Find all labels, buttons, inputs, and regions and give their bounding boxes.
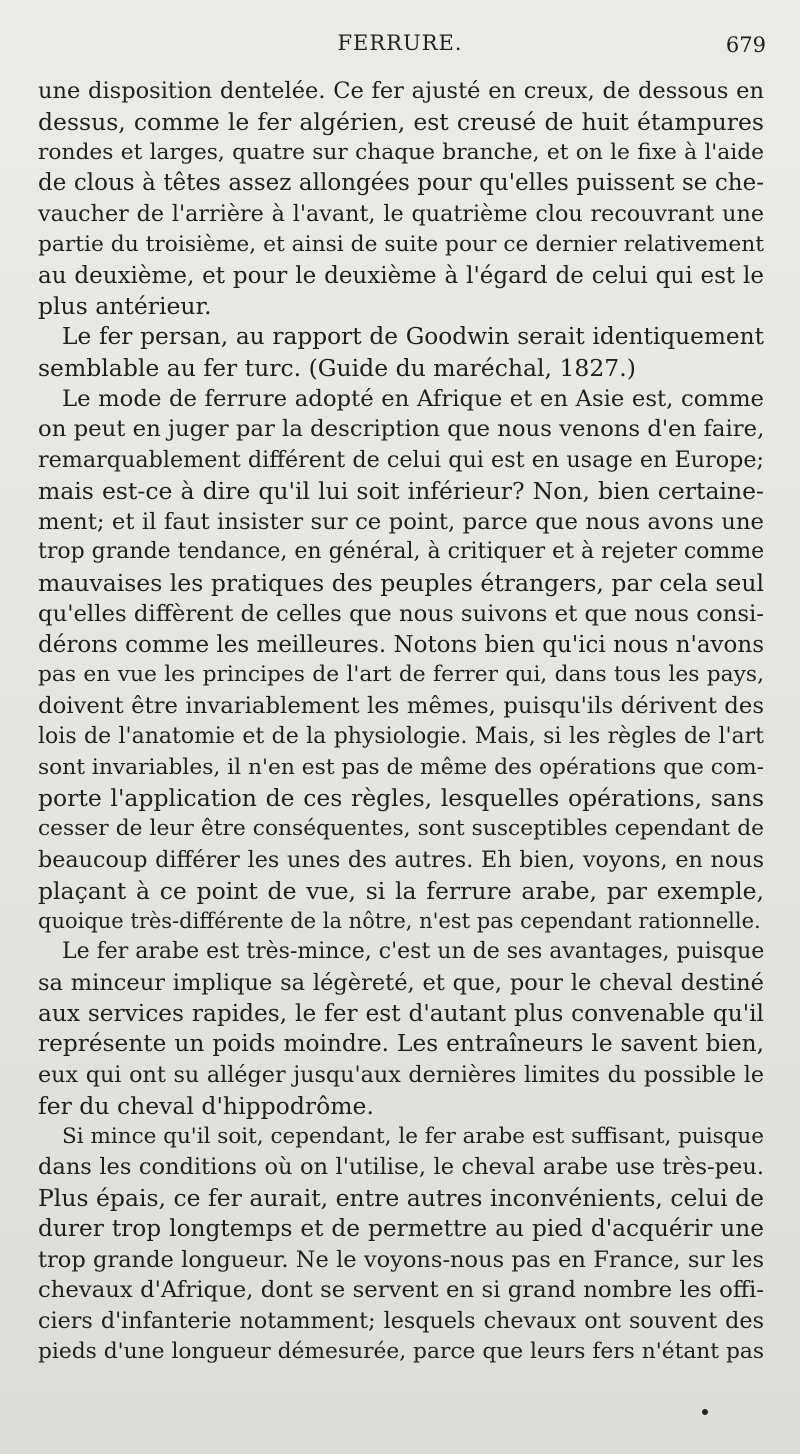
body-text: [38, 76, 764, 1368]
text-line: mauvaises les pratiques des peuples étrangers, par cela seul: [38, 569, 764, 597]
text-line: chevaux d'Afrique, dont se servent en si grand nombre les offi-: [38, 1277, 764, 1304]
text-line: beaucoup différer les unes des autres. Eh bien, voyons, en nous: [38, 846, 764, 873]
ink-spot: [702, 1409, 708, 1415]
text-line: qu'elles diffèrent de celles que nous suivons et que nous consi-: [38, 600, 764, 627]
text-line: Le mode de ferrure adopté en Afrique et en Asie est, comme: [62, 385, 764, 412]
text-line: mais est-ce à dire qu'il lui soit inférieur? Non, bien certaine-: [38, 476, 764, 505]
text-line: Le fer persan, au rapport de Goodwin serait identiquement: [62, 323, 764, 350]
text-line: vaucher de l'arrière à l'avant, le quatrième clou recouvrant une: [38, 201, 764, 227]
text-line: dans les conditions où on l'utilise, le cheval arabe use très-peu.: [38, 1154, 764, 1181]
text-line: lois de l'anatomie et de la physiologie. Mais, si les règles de l'art: [38, 723, 764, 749]
text-line: rondes et larges, quatre sur chaque branche, et on le fixe à l'aide: [38, 139, 764, 165]
text-line: trop grande longueur. Ne le voyons-nous pas en France, sur les: [38, 1246, 764, 1273]
text-line: doivent être invariablement les mêmes, puisqu'ils dérivent des: [38, 693, 764, 719]
text-line: de clous à têtes assez allongées pour qu'elles puissent se che-: [38, 170, 764, 197]
text-line: ciers d'infanterie notamment; lesquels chevaux ont souvent des: [38, 1308, 764, 1334]
text-line: au deuxième, et pour le deuxième à l'égard de celui qui est le: [38, 262, 764, 289]
text-line: Plus épais, ce fer aurait, entre autres inconvénients, celui de: [38, 1184, 765, 1212]
text-line: sont invariables, il n'en est pas de même des opérations que com-: [38, 754, 765, 780]
text-line: fer du cheval d'hippodrôme.: [38, 1091, 374, 1120]
running-header: FERRURE.: [337, 31, 463, 55]
text-line: plus antérieur.: [38, 292, 212, 321]
text-line: dérons comme les meilleures. Notons bien qu'ici nous n'avons: [38, 631, 764, 658]
text-line: dessus, comme le fer algérien, est creusé de huit étampures: [38, 107, 764, 136]
text-line: aux services rapides, le fer est d'autant plus convenable qu'il: [38, 999, 764, 1027]
text-line: eux qui ont su alléger jusqu'aux dernières limites du possible le: [38, 1062, 764, 1088]
text-line: Si mince qu'il soit, cependant, le fer arabe est suffisant, puisque: [62, 1123, 764, 1149]
text-line: sa minceur implique sa légèreté, et que, pour le cheval destiné: [38, 969, 764, 996]
text-line: pieds d'une longueur démesurée, parce que leurs fers n'étant pas: [38, 1338, 765, 1364]
text-line: ment; et il faut insister sur ce point, parce que nous avons une: [38, 508, 764, 535]
text-line: porte l'application de ces règles, lesquelles opérations, sans: [38, 784, 764, 813]
text-line: représente un poids moindre. Les entraîneurs le savent bien,: [38, 1030, 764, 1058]
text-line: Le fer arabe est très-mince, c'est un de ses avantages, puisque: [62, 939, 765, 964]
text-line: une disposition dentelée. Ce fer ajusté en creux, de dessous en: [38, 78, 764, 104]
text-line: semblable au fer turc. (Guide du maréchal, 1827.): [38, 353, 636, 382]
text-line: cesser de leur être conséquentes, sont susceptibles cependant de: [38, 816, 764, 841]
text-line: plaçant à ce point de vue, si la ferrure arabe, par exemple,: [38, 876, 764, 905]
text-line: on peut en juger par la description que nous venons d'en faire,: [38, 416, 765, 443]
text-line: trop grande tendance, en général, à critiquer et à rejeter comme: [38, 539, 765, 565]
text-line: pas en vue les principes de l'art de ferrer qui, dans tous les pays,: [38, 662, 764, 688]
text-line: quoique très-différente de la nôtre, n'est pas cependant rationnelle.: [38, 909, 761, 934]
text-line: remarquablement différent de celui qui est en usage en Europe;: [38, 447, 764, 473]
page-number: 679: [725, 33, 766, 57]
text-line: partie du troisième, et ainsi de suite pour ce dernier relativement: [38, 231, 764, 257]
text-line: durer trop longtemps et de permettre au pied d'acquérir une: [38, 1214, 764, 1242]
